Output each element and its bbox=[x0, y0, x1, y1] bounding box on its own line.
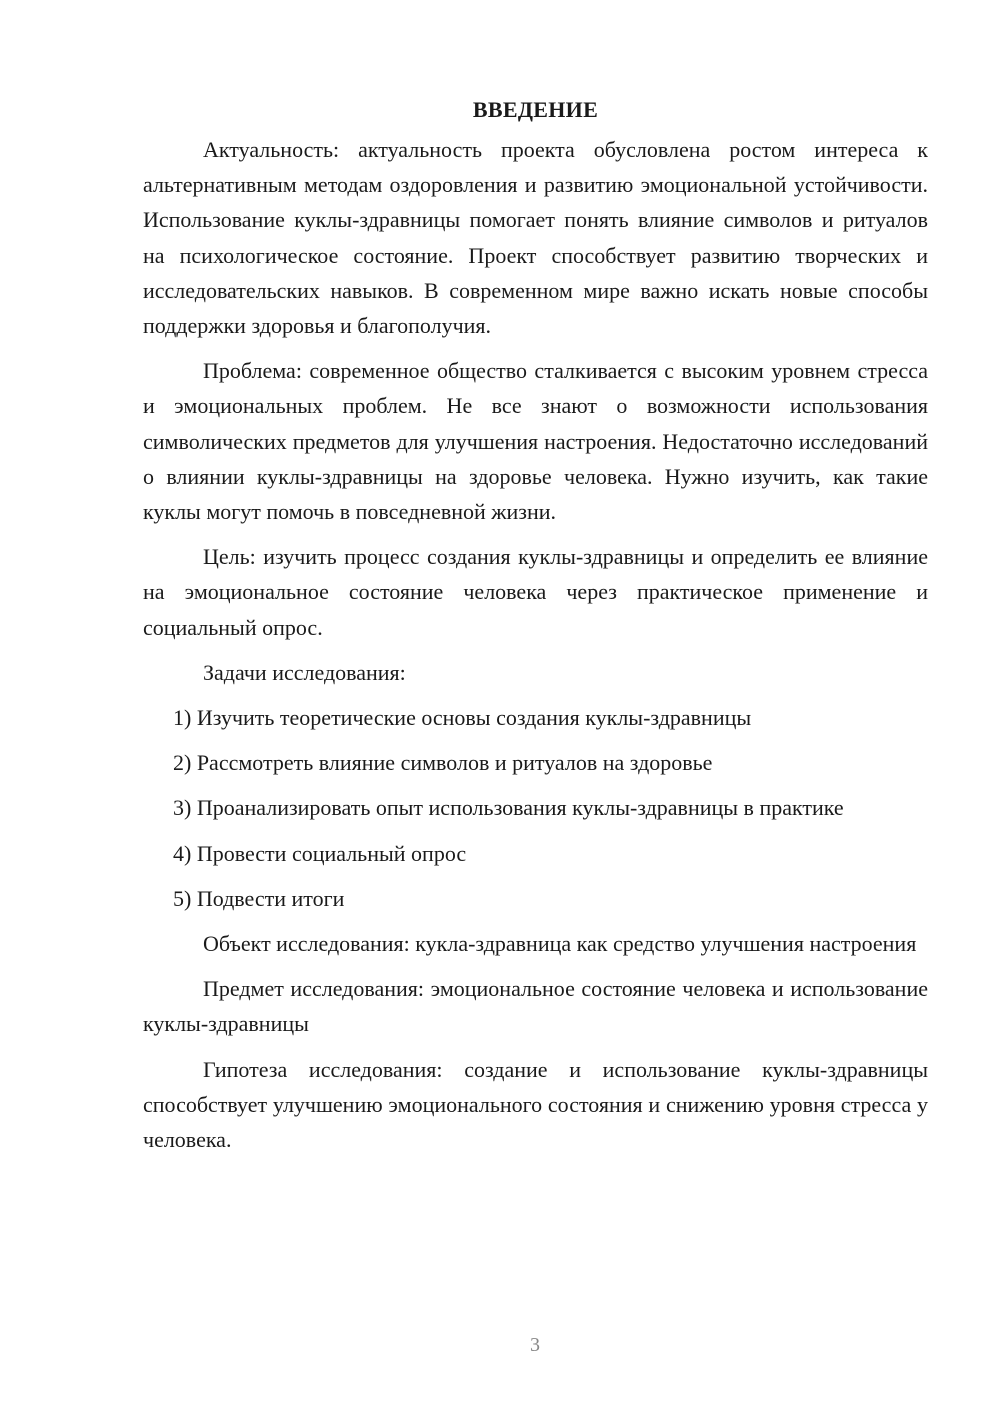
task-item: 3) Проанализировать опыт использования куклы-здравницы в практике bbox=[173, 795, 844, 821]
task-item: 1) Изучить теоретические основы создания куклы-здравницы bbox=[173, 705, 752, 731]
relevance-paragraph: Актуальность: актуальность проекта обусловлена ростом интереса к альтернативным методам оздоровления и развитию эмоциональной устойчивости. Использование куклы-здравницы помогает понять влияние символов и ритуалов на психологическое состояние. Проект способствует развитию творческих и исследовательских навыков. В современном мире важно искать новые способы поддержки здоровья и благополучия. bbox=[143, 137, 928, 339]
subject-paragraph: Предмет исследования: эмоциональное состояние человека и использование куклы-здравницы bbox=[143, 976, 928, 1037]
task-item: 2) Рассмотреть влияние символов и ритуалов на здоровье bbox=[173, 750, 713, 776]
hypothesis-paragraph: Гипотеза исследования: создание и использование куклы-здравницы способствует улучшению эмоционального состояния и снижению уровня стресса у человека. bbox=[143, 1056, 928, 1153]
document-page bbox=[143, 88, 928, 1167]
problem-paragraph: Проблема: современное общество сталкивается с высоким уровнем стресса и эмоциональных проблем. Не все знают о возможности использования символических предметов для улучшения настроения. Недостаточно исследований о влиянии куклы-здравницы на здоровье человека. Нужно изучить, как такие куклы могут помочь в повседневной жизни. bbox=[143, 358, 928, 525]
object-paragraph: Объект исследования: кукла-здравница как средство улучшения настроения bbox=[203, 931, 917, 957]
tasks-heading: Задачи исследования: bbox=[203, 659, 406, 685]
section-title: ВВЕДЕНИЕ bbox=[472, 97, 599, 122]
page-number: 3 bbox=[530, 1334, 540, 1356]
task-item: 4) Провести социальный опрос bbox=[173, 840, 467, 866]
task-item: 5) Подвести итоги bbox=[173, 885, 345, 911]
goal-paragraph: Цель: изучить процесс создания куклы-здравницы и определить ее влияние на эмоциональное состояние человека через практическое применение и социальный опрос. bbox=[143, 544, 928, 640]
